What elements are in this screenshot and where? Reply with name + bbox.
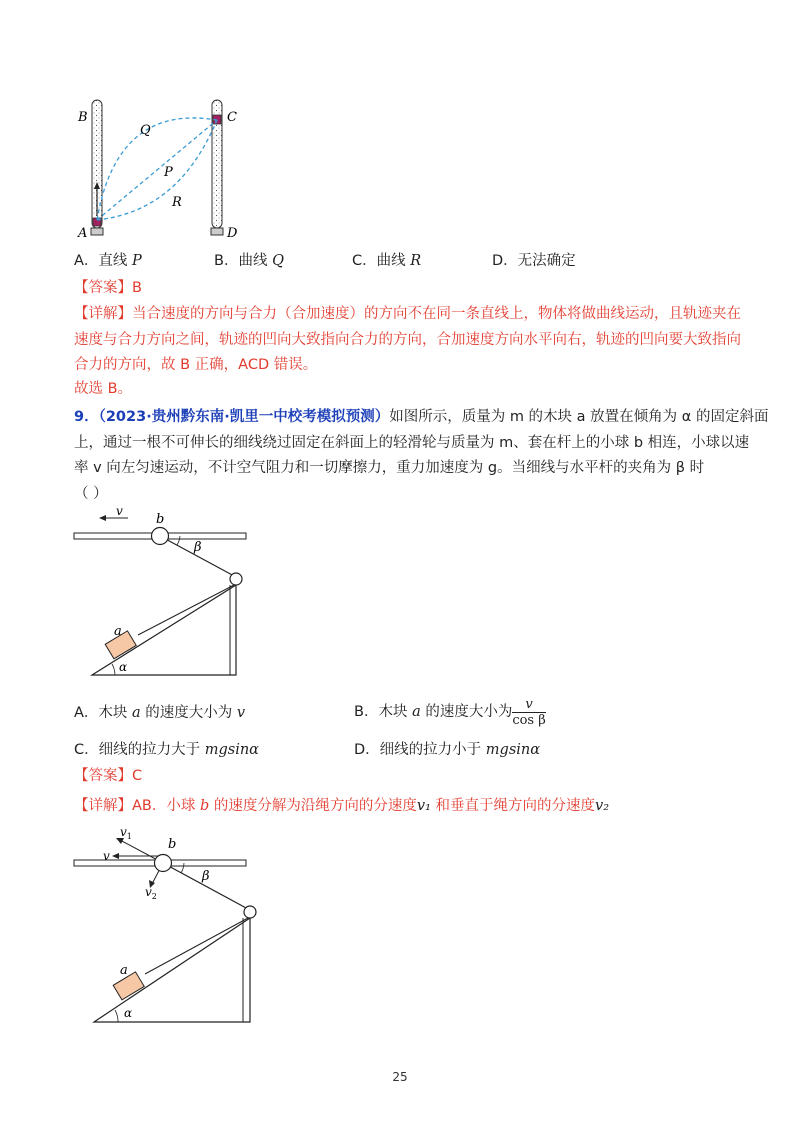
q9-option-b[interactable]: B．木块 a 的速度大小为 $\frac{v}{\text{cos β}}$ bbox=[354, 696, 546, 728]
q8-option-a[interactable]: A．直线 P bbox=[74, 253, 142, 269]
fig-label-beta: β bbox=[202, 869, 210, 884]
q9-option-c[interactable]: C．细线的拉力大于 mgsinα bbox=[74, 742, 259, 758]
q8-option-d[interactable]: D．无法确定 bbox=[492, 253, 576, 269]
fig-label-v: v bbox=[103, 849, 110, 863]
fig-label-v1: $v_1$ bbox=[120, 825, 132, 841]
q9-number: 9． bbox=[74, 409, 99, 425]
label-r: R bbox=[172, 195, 182, 210]
label-c: C bbox=[227, 110, 237, 125]
q9-detail-line-1: 【详解】AB．小球 b 的速度分解为沿绳方向的分速度v₁ 和垂直于绳方向的分速度v₂ bbox=[74, 798, 610, 814]
incline-figure bbox=[70, 505, 260, 690]
q9-source: （2023·贵州黔东南·凯里一中校考模拟预测） bbox=[98, 409, 390, 425]
q9-stem-line-3: 率 v 向左匀速运动，不计空气阻力和一切摩擦力，重力加速度为 g。当细线与水平杆的夹角为 β 时 bbox=[74, 460, 705, 476]
q9-option-a[interactable]: A．木块 a 的速度大小为 v bbox=[74, 705, 246, 721]
fig9-label-v: v bbox=[116, 505, 123, 518]
q8-answer: 【答案】B bbox=[74, 280, 142, 296]
label-p: P bbox=[164, 165, 173, 180]
label-d: D bbox=[227, 226, 238, 241]
fig-label-a: a bbox=[120, 963, 128, 978]
q9-answer: 【答案】C bbox=[74, 768, 143, 784]
q9-option-d[interactable]: D．细线的拉力小于 mgsinα bbox=[354, 742, 541, 758]
fig9-label-alpha: α bbox=[119, 660, 128, 674]
q8-option-b[interactable]: B．曲线 Q bbox=[214, 253, 284, 269]
fig9-label-a: a bbox=[114, 624, 122, 639]
label-b: B bbox=[78, 110, 88, 125]
label-q: Q bbox=[140, 123, 151, 138]
decomposition-figure bbox=[70, 822, 265, 1027]
fraction-v-over-cos-beta: $\frac{v}{\text{cos β}}$ bbox=[512, 696, 546, 728]
fig-label-b: b bbox=[168, 837, 177, 852]
q9-blank: （ ） bbox=[74, 486, 108, 502]
page-number: 25 bbox=[392, 1070, 408, 1084]
label-a: A bbox=[78, 226, 88, 241]
fig9-label-beta: β bbox=[194, 540, 202, 555]
q8-detail-line-1: 【详解】当合速度的方向与合力（合加速度）的方向不在同一条直线上，物体将做曲线运动，且轨迹夹在 bbox=[74, 306, 741, 322]
q8-conclusion: 故选 B。 bbox=[74, 381, 133, 397]
q8-option-c[interactable]: C．曲线 R bbox=[352, 253, 422, 269]
fig-label-alpha: α bbox=[124, 1006, 133, 1020]
left-tube bbox=[91, 100, 103, 235]
q9-stem-line-1: 9．（2023·贵州黔东南·凯里一中校考模拟预测）如图所示，质量为 m 的木块 a 放置在倾角为 α 的固定斜面 bbox=[74, 409, 769, 425]
fig9-label-b: b bbox=[156, 512, 165, 527]
line-p bbox=[97, 120, 217, 220]
trajectory-figure bbox=[70, 94, 250, 244]
q8-detail-line-3: 合力的方向，故 B 正确，ACD 错误。 bbox=[74, 357, 318, 373]
q8-detail-line-2: 速度与合力方向之间，轨迹的凹向大致指向合力的方向，合加速度方向水平向右，轨迹的凹向要大致指向 bbox=[74, 332, 741, 348]
fig-label-v2: $v_2$ bbox=[145, 885, 157, 901]
q9-stem-line-2: 上，通过一根不可伸长的细线绕过固定在斜面上的轻滑轮与质量为 m、套在杆上的小球 b 相连，小球以速 bbox=[74, 435, 750, 451]
